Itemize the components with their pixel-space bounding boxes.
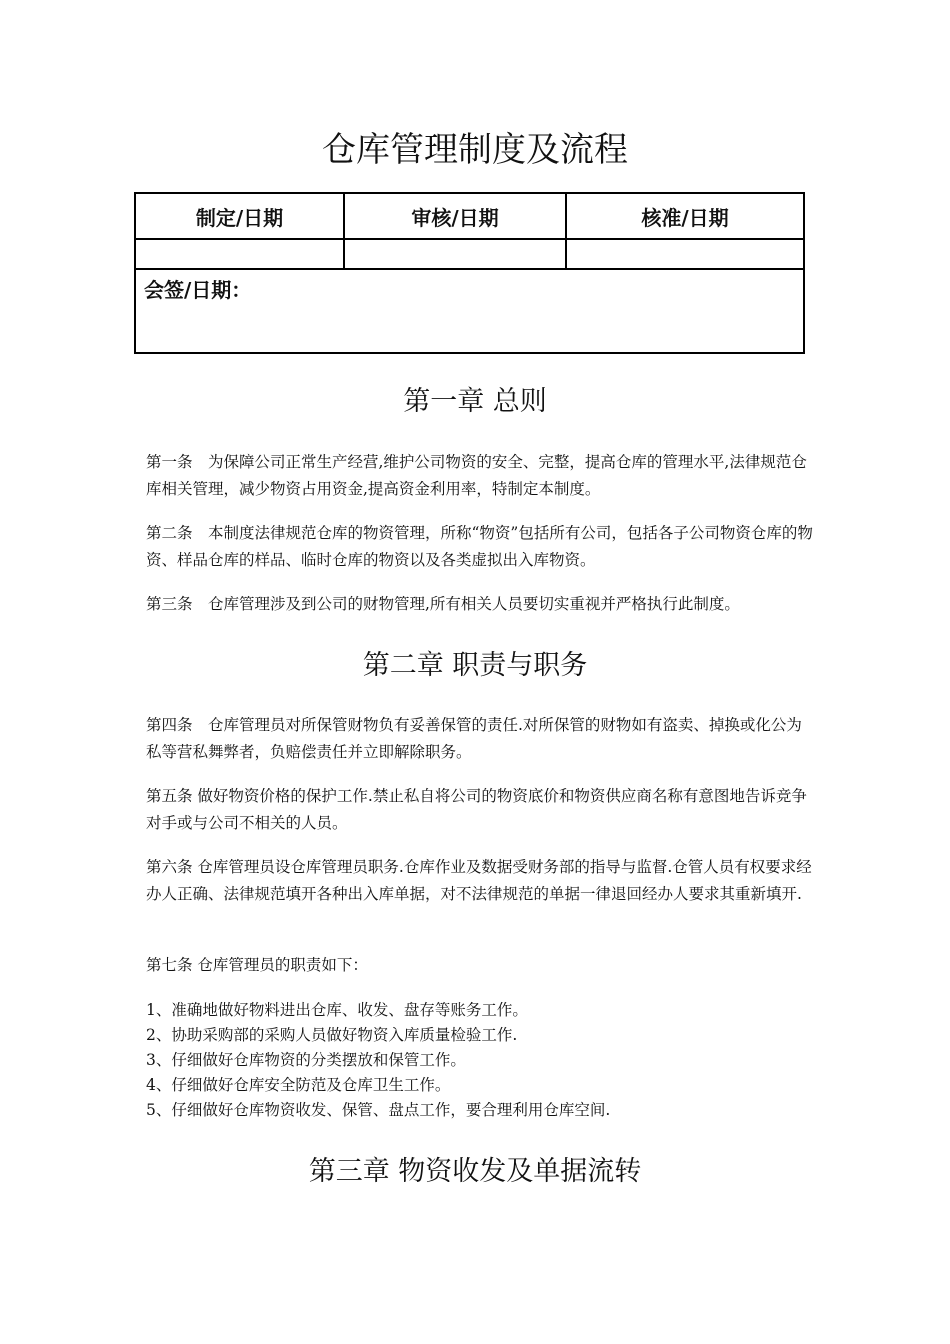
- approved-date-cell: [566, 239, 804, 269]
- chapter-heading: 第二章 职责与职务: [362, 650, 588, 681]
- duty-item: 4、仔细做好仓库安全防范及仓库卫生工作。: [146, 1076, 451, 1094]
- cosign-date-cell: 会签/日期：: [135, 269, 804, 353]
- drafted-date-header: 制定/日期: [135, 193, 344, 239]
- article-paragraph: 第二条 本制度法律规范仓库的物资管理，所称“物资”包括所有公司，包括各子公司物资仓库的物资、样品仓库的样品、临时仓库的物资以及各类虚拟出入库物资。: [146, 524, 813, 569]
- duty-item: 3、仔细做好仓库物资的分类摆放和保管工作。: [146, 1051, 466, 1069]
- approval-signature-table: [134, 192, 805, 354]
- duty-item: 1、准确地做好物料进出仓库、收发、盘存等账务工作。: [146, 1001, 528, 1019]
- chapter-heading: 第一章 总则: [403, 386, 547, 417]
- article-paragraph: 第五条 做好物资价格的保护工作.禁止私自将公司的物资底价和物资供应商名称有意图地告诉竞争对手或与公司不相关的人员。: [146, 787, 807, 832]
- chapter-heading: 第三章 物资收发及单据流转: [308, 1156, 642, 1187]
- duty-item: 5、仔细做好仓库物资收发、保管、盘点工作，要合理利用仓库空间.: [146, 1101, 611, 1119]
- article-paragraph: 第三条 仓库管理涉及到公司的财物管理,所有相关人员要切实重视并严格执行此制度。: [146, 595, 740, 613]
- article-paragraph: 第六条 仓库管理员设仓库管理员职务.仓库作业及数据受财务部的指导与监督.仓管人员有权要求经办人正确、法律规范填开各种出入库单据，对不法律规范的单据一律退回经办人要求其重新填开.: [146, 858, 812, 903]
- duty-item: 2、协助采购部的采购人员做好物资入库质量检验工作.: [146, 1026, 518, 1044]
- reviewed-date-header: 审核/日期: [344, 193, 566, 239]
- article-paragraph: 第四条 仓库管理员对所保管财物负有妥善保管的责任.对所保管的财物如有盗卖、掉换或化公为私等营私舞弊者，负赔偿责任并立即解除职务。: [146, 716, 802, 761]
- drafted-date-cell: [135, 239, 344, 269]
- duty-list: [146, 998, 814, 1123]
- document-title: 仓库管理制度及流程: [322, 130, 628, 170]
- article-paragraph: 第一条 为保障公司正常生产经营,维护公司物资的安全、完整，提高仓库的管理水平,法律规范仓库相关管理，减少物资占用资金,提高资金利用率，特制定本制度。: [146, 453, 807, 498]
- reviewed-date-cell: [344, 239, 566, 269]
- article-paragraph: 第七条 仓库管理员的职责如下：: [146, 956, 368, 974]
- approved-date-header: 核准/日期: [566, 193, 804, 239]
